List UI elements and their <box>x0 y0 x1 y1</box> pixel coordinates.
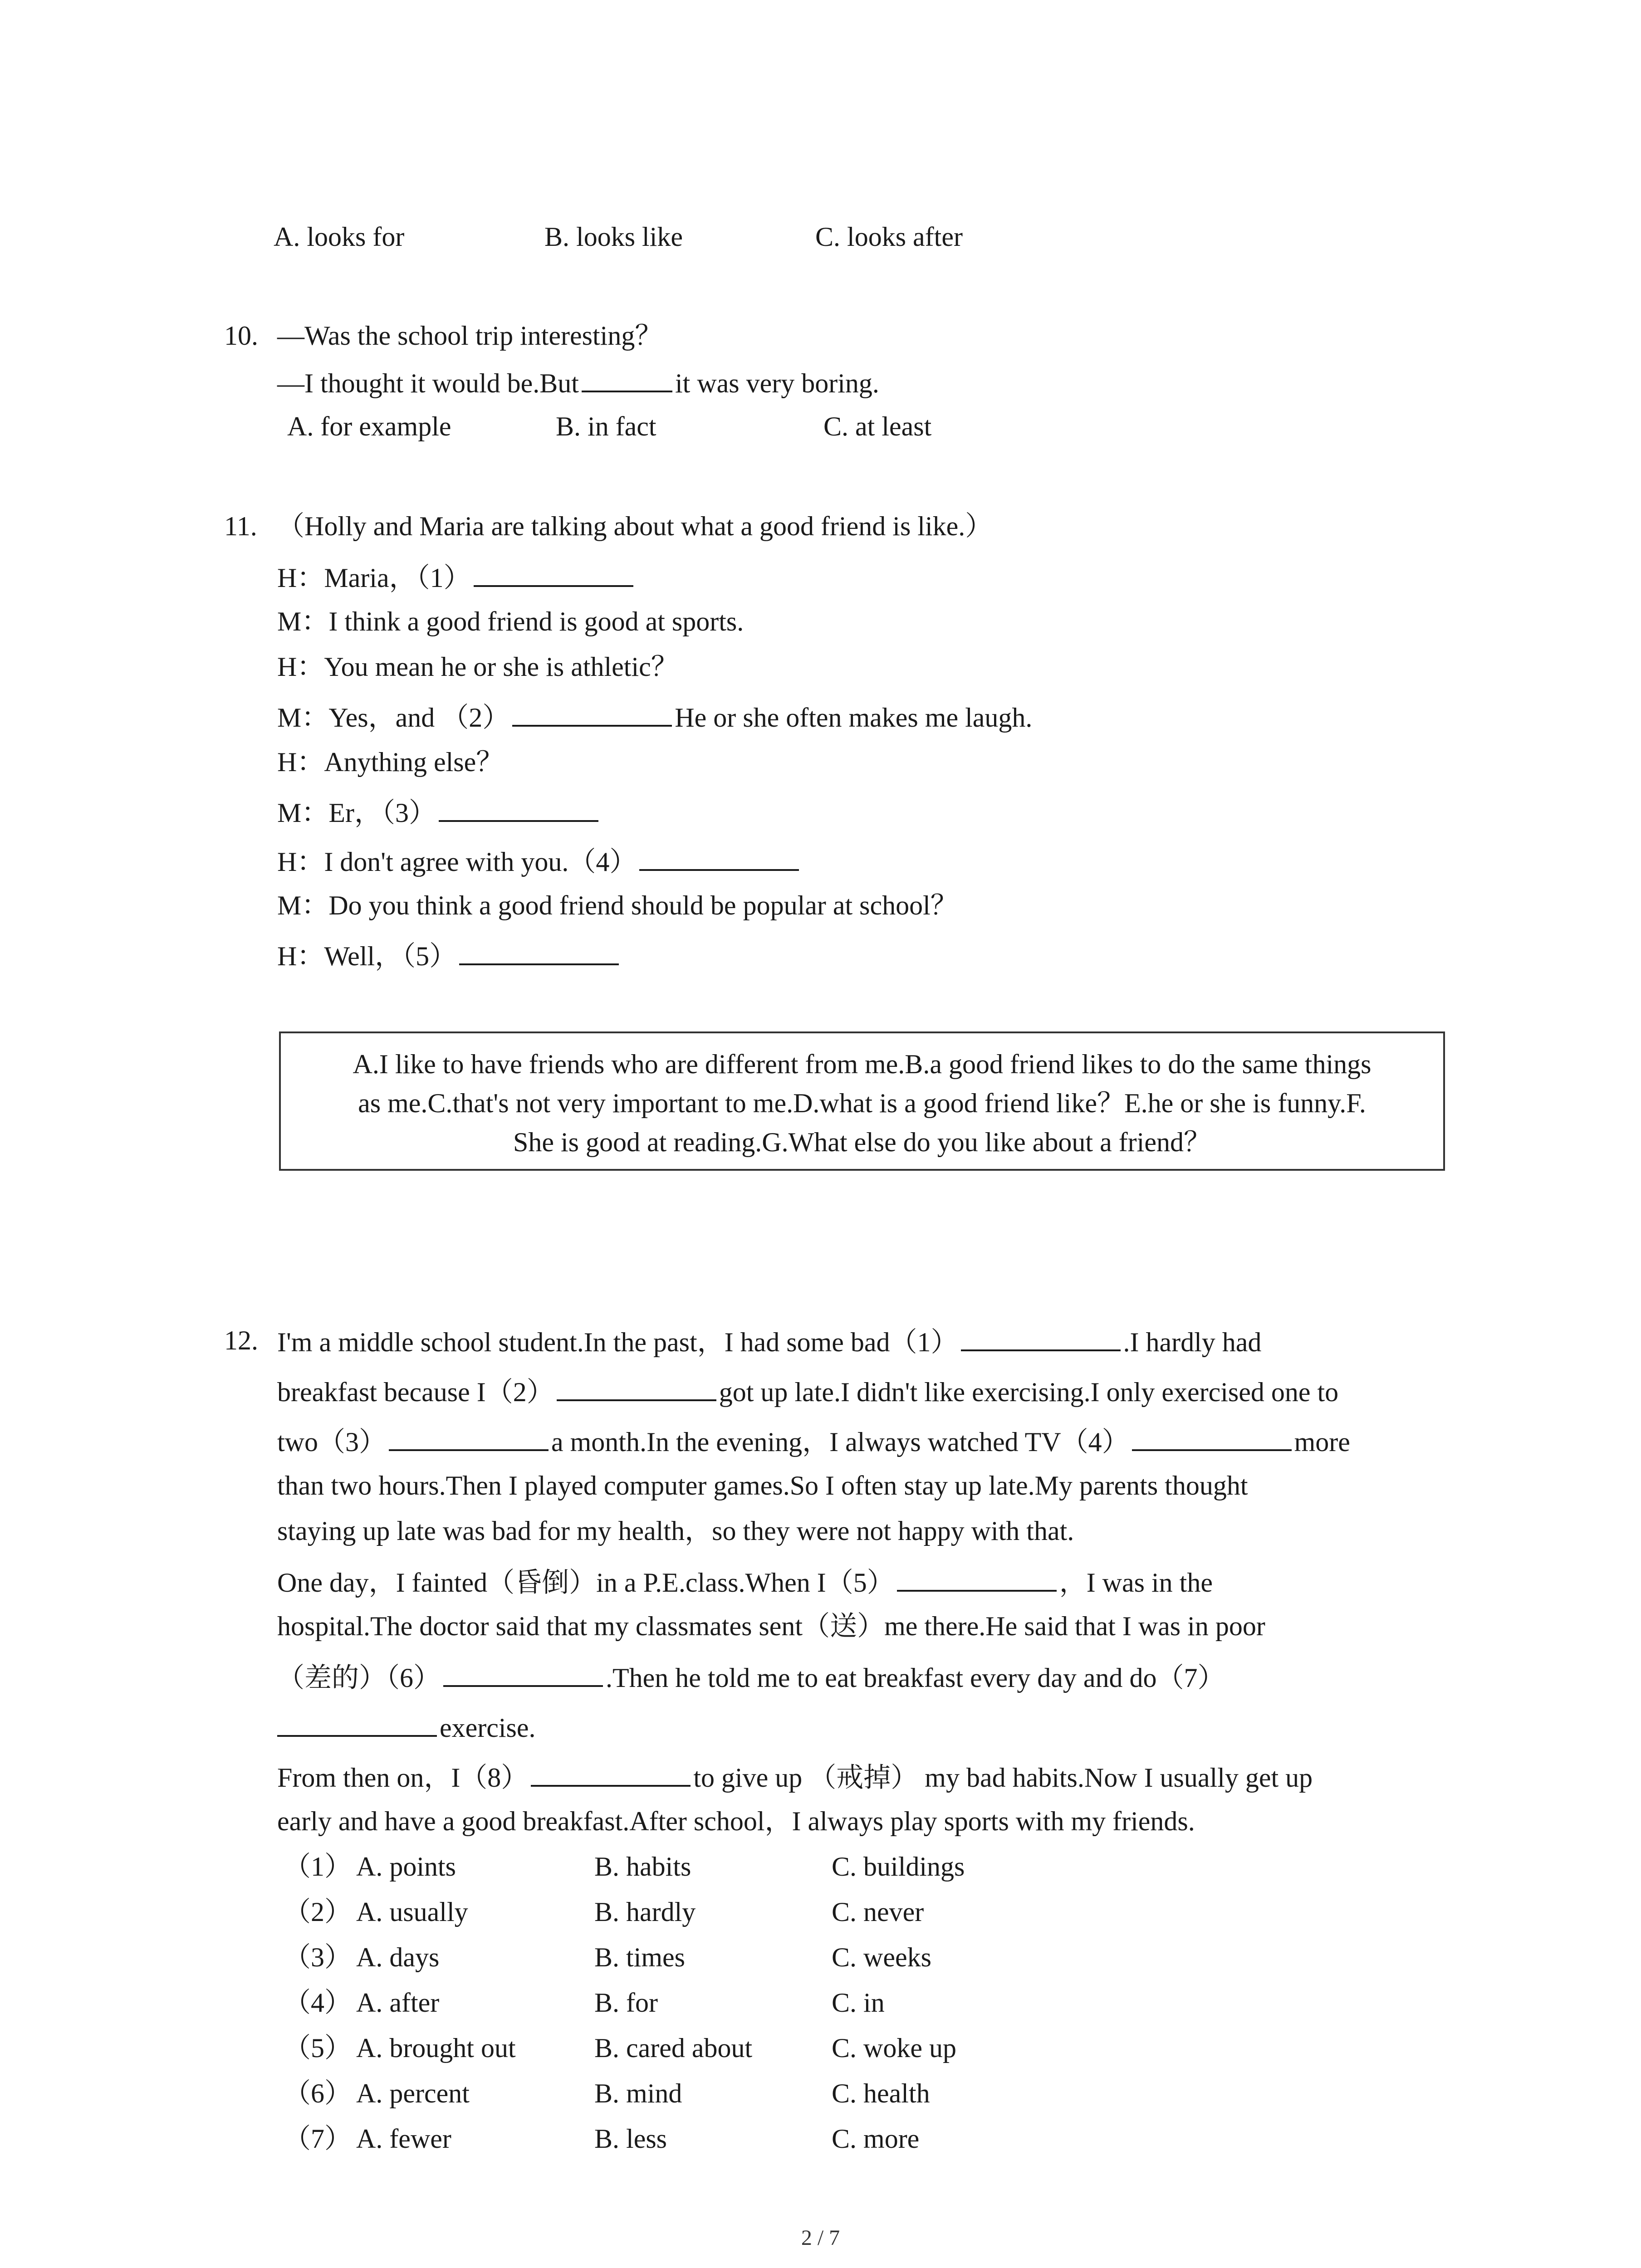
passage-text: ，I was in the <box>1059 1568 1213 1598</box>
passage-line-10 <box>277 1762 1313 1791</box>
q10-line2-end: it was very boring. <box>675 368 879 398</box>
passage-text: One day，I fainted（昏倒）in a P.E.class.When I（5） <box>277 1568 894 1598</box>
answer-blank[interactable] <box>531 1762 691 1787</box>
choice-b: B. habits <box>594 1852 691 1882</box>
dialog-text: M：Yes，and （2） <box>277 703 510 733</box>
options-box-line-2: as me.C.that's not very important to me.D.what is a good friend like？E.he or she is funny.F. <box>358 1088 1366 1118</box>
choice-a: A. percent <box>356 2078 470 2108</box>
q12-number: 12. <box>224 1325 258 1355</box>
dialog-line-4 <box>277 702 1032 731</box>
answer-blank[interactable] <box>897 1567 1057 1592</box>
answer-blank[interactable] <box>443 1662 603 1687</box>
page-number: 2 / 7 <box>801 2226 840 2250</box>
choice-c: C. in <box>832 1988 885 2018</box>
answer-blank[interactable] <box>582 368 672 392</box>
passage-text: （差的）（6） <box>277 1663 441 1693</box>
passage-text: got up late.I didn't like exercising.I only exercised one to <box>719 1377 1339 1407</box>
choice-number: （1） <box>284 1852 352 1882</box>
answer-blank[interactable] <box>639 846 799 871</box>
passage-text: breakfast because I（2） <box>277 1377 554 1407</box>
choice-c: C. woke up <box>832 2033 956 2063</box>
passage-text: exercise. <box>440 1713 536 1743</box>
passage-text: a month.In the evening，I always watched TV（4） <box>551 1427 1129 1457</box>
choice-number: （6） <box>284 2078 352 2108</box>
dialog-text-end: He or she often makes me laugh. <box>675 703 1033 733</box>
q10-line2 <box>277 368 879 397</box>
q11-number: 11. <box>224 511 257 541</box>
dialog-line-6 <box>277 797 601 826</box>
passage-line-9 <box>277 1712 536 1741</box>
dialog-line-3: H：You mean he or she is athletic？ <box>277 652 678 682</box>
choice-c: C. buildings <box>832 1852 965 1882</box>
passage-line-5: staying up late was bad for my health，so they were not happy with that. <box>277 1516 1074 1546</box>
choice-c: C. never <box>832 1897 924 1927</box>
answer-blank[interactable] <box>1132 1427 1292 1451</box>
choice-a: A. points <box>356 1852 456 1882</box>
passage-text: I'm a middle school student.In the past，I had some bad（1） <box>277 1327 958 1357</box>
passage-text: to give up （戒掉） my bad habits.Now I usually get up <box>693 1763 1313 1793</box>
passage-text: From then on，I（8） <box>277 1763 529 1793</box>
q10-option-b: B. in fact <box>556 411 656 441</box>
choice-a: A. after <box>356 1988 440 2018</box>
q9-option-b: B. looks like <box>544 222 683 252</box>
choice-b: B. cared about <box>594 2033 753 2063</box>
dialog-line-7 <box>277 846 802 875</box>
q11-intro: （Holly and Maria are talking about what a good friend is like.） <box>277 511 993 541</box>
answer-blank[interactable] <box>512 702 672 727</box>
options-box-line-3: She is good at reading.G.What else do you like about a friend？ <box>513 1127 1211 1157</box>
passage-text: .I hardly had <box>1123 1327 1262 1357</box>
answer-blank[interactable] <box>389 1427 549 1451</box>
answer-blank[interactable] <box>557 1377 716 1401</box>
choice-number: （4） <box>284 1988 352 2018</box>
choice-c: C. weeks <box>832 1942 931 1972</box>
choice-c: C. health <box>832 2078 930 2108</box>
answer-blank[interactable] <box>439 797 598 822</box>
dialog-line-1 <box>277 562 636 591</box>
choice-a: A. fewer <box>356 2124 451 2154</box>
q10-option-c: C. at least <box>823 411 932 441</box>
choice-a: A. brought out <box>356 2033 516 2063</box>
passage-line-8 <box>277 1662 1225 1691</box>
passage-text: more <box>1294 1427 1350 1457</box>
choice-number: （2） <box>284 1897 352 1927</box>
options-box <box>279 1031 1445 1171</box>
dialog-text: H：Well，（5） <box>277 941 457 971</box>
passage-line-4: than two hours.Then I played computer games.So I often stay up late.My parents thought <box>277 1471 1248 1501</box>
choice-number: （7） <box>284 2124 352 2154</box>
choice-number: （3） <box>284 1942 352 1972</box>
choice-a: A. days <box>356 1942 440 1972</box>
options-box-line-1: A.I like to have friends who are different from me.B.a good friend likes to do the same things <box>353 1049 1372 1079</box>
passage-line-1 <box>277 1327 1261 1356</box>
choice-number: （5） <box>284 2033 352 2063</box>
choice-a: A. usually <box>356 1897 468 1927</box>
passage-line-2 <box>277 1377 1338 1406</box>
dialog-text: H：Maria，（1） <box>277 563 471 593</box>
dialog-text: H：I don't agree with you.（4） <box>277 847 637 877</box>
passage-line-11: early and have a good breakfast.After school，I always play sports with my friends. <box>277 1806 1195 1836</box>
choice-b: B. mind <box>594 2078 682 2108</box>
passage-text: .Then he told me to eat breakfast every day and do（7） <box>606 1663 1225 1693</box>
dialog-line-2: M：I think a good friend is good at sports. <box>277 606 744 636</box>
q10-line2-start: —I thought it would be.But <box>277 368 579 398</box>
dialog-line-8: M：Do you think a good friend should be popular at school？ <box>277 890 958 920</box>
passage-line-3 <box>277 1427 1350 1456</box>
choice-c: C. more <box>832 2124 920 2154</box>
passage-line-6 <box>277 1567 1213 1596</box>
choice-b: B. times <box>594 1942 686 1972</box>
dialog-text: M：Er，（3） <box>277 798 436 828</box>
q10-option-a: A. for example <box>287 411 451 441</box>
q10-number: 10. <box>224 321 258 351</box>
q10-line1: —Was the school trip interesting？ <box>277 321 662 351</box>
q9-option-c: C. looks after <box>815 222 963 252</box>
answer-blank[interactable] <box>474 562 633 587</box>
answer-blank[interactable] <box>459 941 619 965</box>
dialog-line-5: H：Anything else？ <box>277 747 504 777</box>
passage-line-7: hospital.The doctor said that my classmates sent（送）me there.He said that I was in poor <box>277 1611 1265 1641</box>
answer-blank[interactable] <box>961 1327 1121 1351</box>
q9-option-a: A. looks for <box>274 222 405 252</box>
passage-text: two（3） <box>277 1427 386 1457</box>
choice-b: B. for <box>594 1988 658 2018</box>
answer-blank[interactable] <box>277 1712 437 1737</box>
choice-b: B. hardly <box>594 1897 696 1927</box>
dialog-line-9 <box>277 941 622 970</box>
choice-b: B. less <box>594 2124 667 2154</box>
